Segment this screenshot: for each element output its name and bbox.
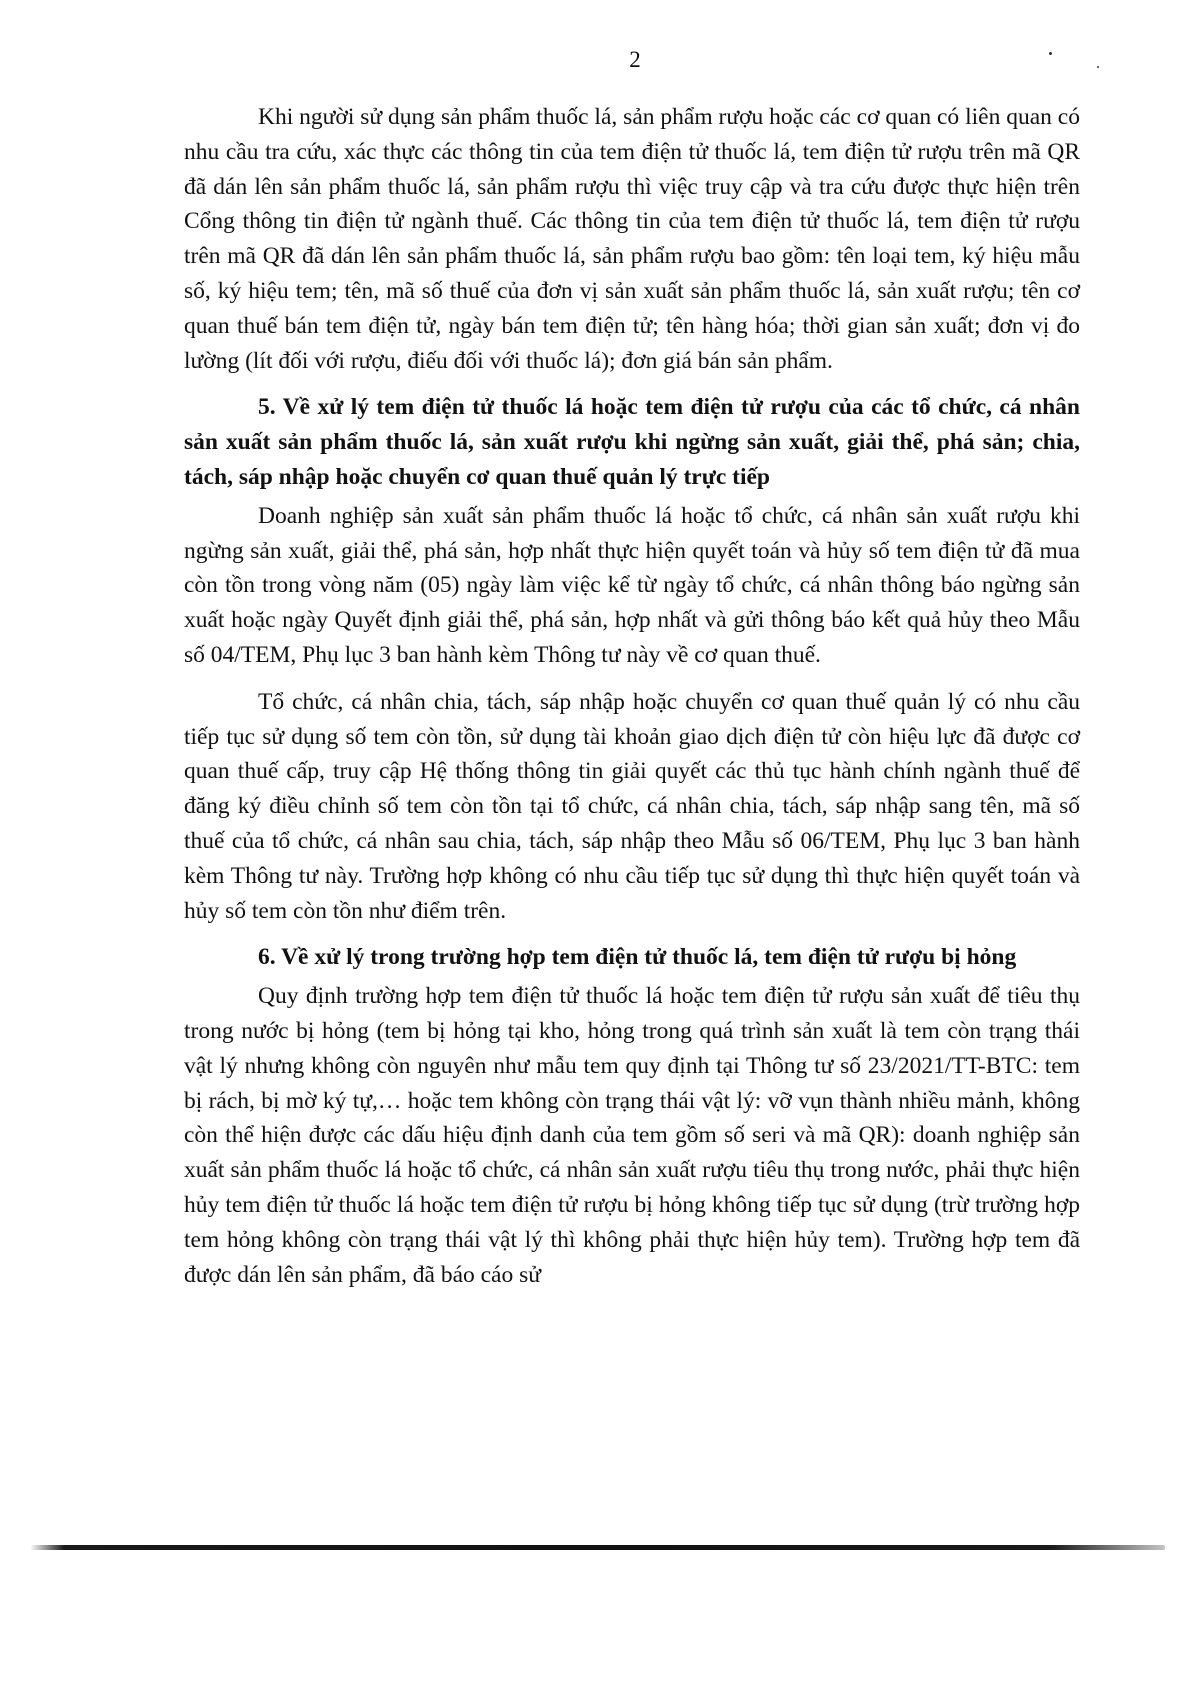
paragraph-split-merge: Tổ chức, cá nhân chia, tách, sáp nhập hoặc chuyển cơ quan thuế quản lý có nhu cầu tiếp tục sử dụng số tem còn tồn, sử dụng tài khoản giao dịch điện tử còn hiệu lực đã được cơ quan thuế cấp, truy cập Hệ thống thông tin giải quyết các thủ tục hành chính ngành thuế để đăng ký điều chỉnh số tem còn tồn tại tổ chức, cá nhân chia, tách, sáp nhập sang tên, mã số thuế của tổ chức, cá nhân sau chia, tách, sáp nhập theo Mẫu số 06/TEM, Phụ lục 3 ban hành kèm Thông tư này. Trường hợp không có nhu cầu tiếp tục sử dụng thì thực hiện quyết toán và hủy số tem còn tồn như điểm trên. — [184, 688, 1080, 924]
section-5-heading: 5. Về xử lý tem điện tử thuốc lá hoặc tem điện tử rượu của các tổ chức, cá nhân sản xuất sản phẩm thuốc lá, sản xuất rượu khi ngừng sản xuất, giải thể, phá sản; chia, tách, sáp nhập hoặc chuyển cơ quan thuế quản lý trực tiếp — [184, 394, 1080, 490]
paragraph-damaged-stamps: Quy định trường hợp tem điện tử thuốc lá hoặc tem điện tử rượu sản xuất để tiêu thụ trong nước bị hỏng (tem bị hỏng tại kho, hỏng trong quá trình sản xuất là tem còn trạng thái vật lý nhưng không còn nguyên như mẫu tem quy định tại Thông tư số 23/2021/TT-BTC: tem bị rách, bị mờ ký tự,… hoặc tem không còn trạng thái vật lý: vỡ vụn thành nhiều mảnh, không còn thể hiện được các dấu hiệu định danh của tem gồm số seri và mã QR): doanh nghiệp sản xuất sản phẩm thuốc lá hoặc tổ chức, cá nhân sản xuất rượu tiêu thụ trong nước, phải thực hiện hủy tem điện tử thuốc lá hoặc tem điện tử rượu bị hỏng không tiếp tục sử dụng (trừ trường hợp tem hỏng không còn trạng thái vật lý thì không phải thực hiện hủy tem). Trường hợp tem đã được dán lên sản phẩm, đã báo cáo sử — [184, 983, 1080, 1288]
paragraph-stop-production: Doanh nghiệp sản xuất sản phẩm thuốc lá hoặc tổ chức, cá nhân sản xuất rượu khi ngừng sản xuất, giải thể, phá sản, hợp nhất thực hiện quyết toán và hủy số tem điện tử đã mua còn tồn trong vòng năm (05) ngày làm việc kể từ ngày tổ chức, cá nhân thông báo ngừng sản xuất hoặc ngày Quyết định giải thể, phá sản, hợp nhất và gửi thông báo kết quả hủy theo Mẫu số 04/TEM, Phụ lục 3 ban hành kèm Thông tư này về cơ quan thuế. — [184, 502, 1080, 668]
bottom-scan-line — [30, 1545, 1165, 1550]
paragraph-qr-lookup: Khi người sử dụng sản phẩm thuốc lá, sản phẩm rượu hoặc các cơ quan có liên quan có nhu cầu tra cứu, xác thực các thông tin của tem điện tử thuốc lá, tem điện tử rượu trên mã QR đã dán lên sản phẩm thuốc lá, sản phẩm rượu thì việc truy cập và tra cứu được thực hiện trên Cổng thông tin điện tử ngành thuế. Các thông tin của tem điện tử thuốc lá, tem điện tử rượu trên mã QR đã dán lên sản phẩm thuốc lá, sản phẩm rượu bao gồm: tên loại tem, ký hiệu mẫu số, ký hiệu tem; tên, mã số thuế của đơn vị sản xuất sản phẩm thuốc lá, sản xuất rượu; tên cơ quan thuế bán tem điện tử, ngày bán tem điện tử; tên hàng hóa; thời gian sản xuất; đơn vị đo lường (lít đối với rượu, điếu đối với thuốc lá); đơn giá bán sản phẩm. — [184, 104, 1080, 374]
page-number: 2 — [629, 47, 641, 72]
document-body — [184, 100, 1080, 1292]
section-6-heading: 6. Về xử lý trong trường hợp tem điện tử thuốc lá, tem điện tử rượu bị hỏng — [258, 944, 1017, 971]
scan-speck — [1049, 52, 1052, 55]
scan-speck — [1097, 66, 1099, 68]
